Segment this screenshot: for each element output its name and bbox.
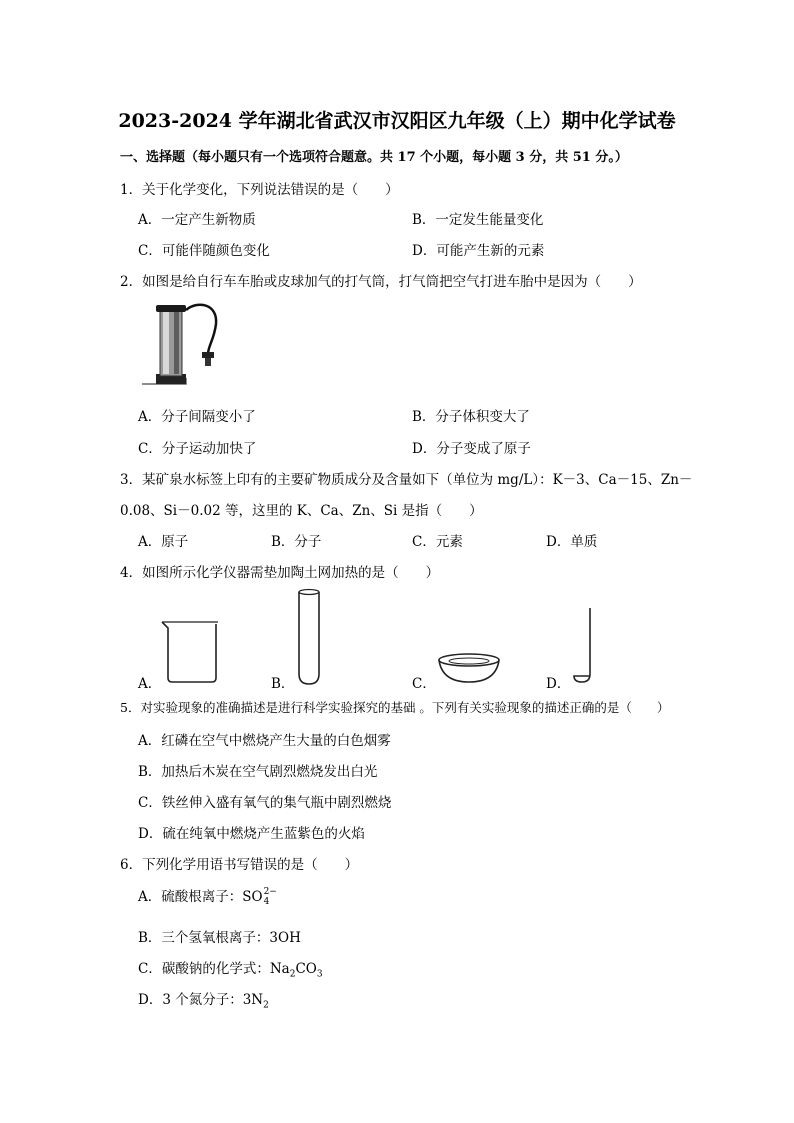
question-3-stem-line1: 3．某矿泉水标签上印有的主要矿物质成分及含量如下（单位为 mg/L）：K－3、Ca－15、Zn－ — [120, 472, 693, 488]
q2-option-a[interactable]: A．分子间隔变小了 — [138, 409, 256, 425]
question-2-stem: 2．如图是给自行车车胎或皮球加气的打气筒，打气筒把空气打进车胎中是因为（ ） — [120, 274, 642, 290]
q2-option-d[interactable]: D．分子变成了原子 — [412, 441, 531, 457]
q1-option-b[interactable]: B．一定发生能量变化 — [412, 212, 544, 228]
q4-option-b[interactable]: B． — [271, 676, 295, 692]
q4-option-d[interactable]: D． — [546, 676, 571, 692]
q6-option-c-label: C．碳酸钠的化学式： — [138, 961, 270, 977]
page-title: 2023-2024 学年湖北省武汉市汉阳区九年级（上）期中化学试卷 — [118, 110, 676, 132]
q3-option-d[interactable]: D．单质 — [546, 534, 598, 550]
beaker-icon — [160, 618, 222, 684]
nitrogen-formula: $3N_2$ — [242, 992, 269, 1011]
hydroxide-formula: 3OH — [269, 930, 301, 946]
q6-option-a-label: A．硫酸根离子： — [138, 889, 243, 905]
q5-option-a[interactable]: A．红磷在空气中燃烧产生大量的白色烟雾 — [138, 733, 391, 749]
q2-option-c[interactable]: C．分子运动加快了 — [138, 441, 257, 457]
q6-option-d[interactable] — [138, 988, 269, 1011]
q1-option-d[interactable]: D．可能产生新的元素 — [412, 243, 545, 259]
bicycle-pump-image — [138, 300, 228, 390]
q3-option-c[interactable]: C．元素 — [412, 534, 463, 550]
q5-option-d[interactable]: D．硫在纯氧中燃烧产生蓝紫色的火焰 — [138, 826, 365, 842]
q1-option-c[interactable]: C．可能伴随颜色变化 — [138, 243, 270, 259]
question-1-stem: 1．关于化学变化，下列说法错误的是（ ） — [120, 182, 399, 198]
q6-option-a[interactable] — [138, 885, 277, 907]
combustion-spoon-icon — [564, 606, 598, 686]
q6-option-b-label: B．三个氢氧根离子： — [138, 930, 270, 946]
q5-option-c[interactable]: C．铁丝伸入盛有氧气的集气瓶中剧烈燃烧 — [138, 795, 392, 811]
q5-option-b[interactable]: B．加热后木炭在空气剧烈燃烧发出白光 — [138, 764, 378, 780]
q4-option-a[interactable]: A． — [138, 676, 162, 692]
question-5-stem: 5．对实验现象的准确描述是进行科学实验探究的基础 。下列有关实验现象的描述正确的是（ ） — [120, 700, 670, 715]
q6-option-d-label: D．3 个氮分子： — [138, 992, 243, 1008]
question-6-stem: 6．下列化学用语书写错误的是（ ） — [120, 857, 359, 873]
q6-option-b[interactable] — [138, 926, 301, 946]
q3-option-a[interactable]: A．原子 — [138, 534, 189, 550]
q2-option-b[interactable]: B．分子体积变大了 — [412, 409, 530, 425]
q3-option-b[interactable]: B．分子 — [271, 534, 322, 550]
test-tube-icon — [296, 588, 322, 686]
q6-option-c[interactable] — [138, 957, 323, 980]
q1-option-a[interactable]: A．一定产生新物质 — [138, 212, 256, 228]
sulfate-ion-formula: SO 2− 4 — [242, 887, 277, 907]
evaporating-dish-icon — [436, 652, 502, 686]
question-3-stem-line2: 0.08、Si－0.02 等，这里的 K、Ca、Zn、Si 是指（ ） — [120, 503, 483, 519]
q4-option-c[interactable]: C． — [412, 676, 436, 692]
sodium-carbonate-formula: $Na_2CO_3$ — [269, 961, 323, 980]
question-4-stem: 4．如图所示化学仪器需垫加陶土网加热的是（ ） — [120, 565, 440, 581]
section-heading: 一、选择题（每小题只有一个选项符合题意。共 17 个小题，每小题 3 分，共 51 分。） — [120, 150, 628, 165]
